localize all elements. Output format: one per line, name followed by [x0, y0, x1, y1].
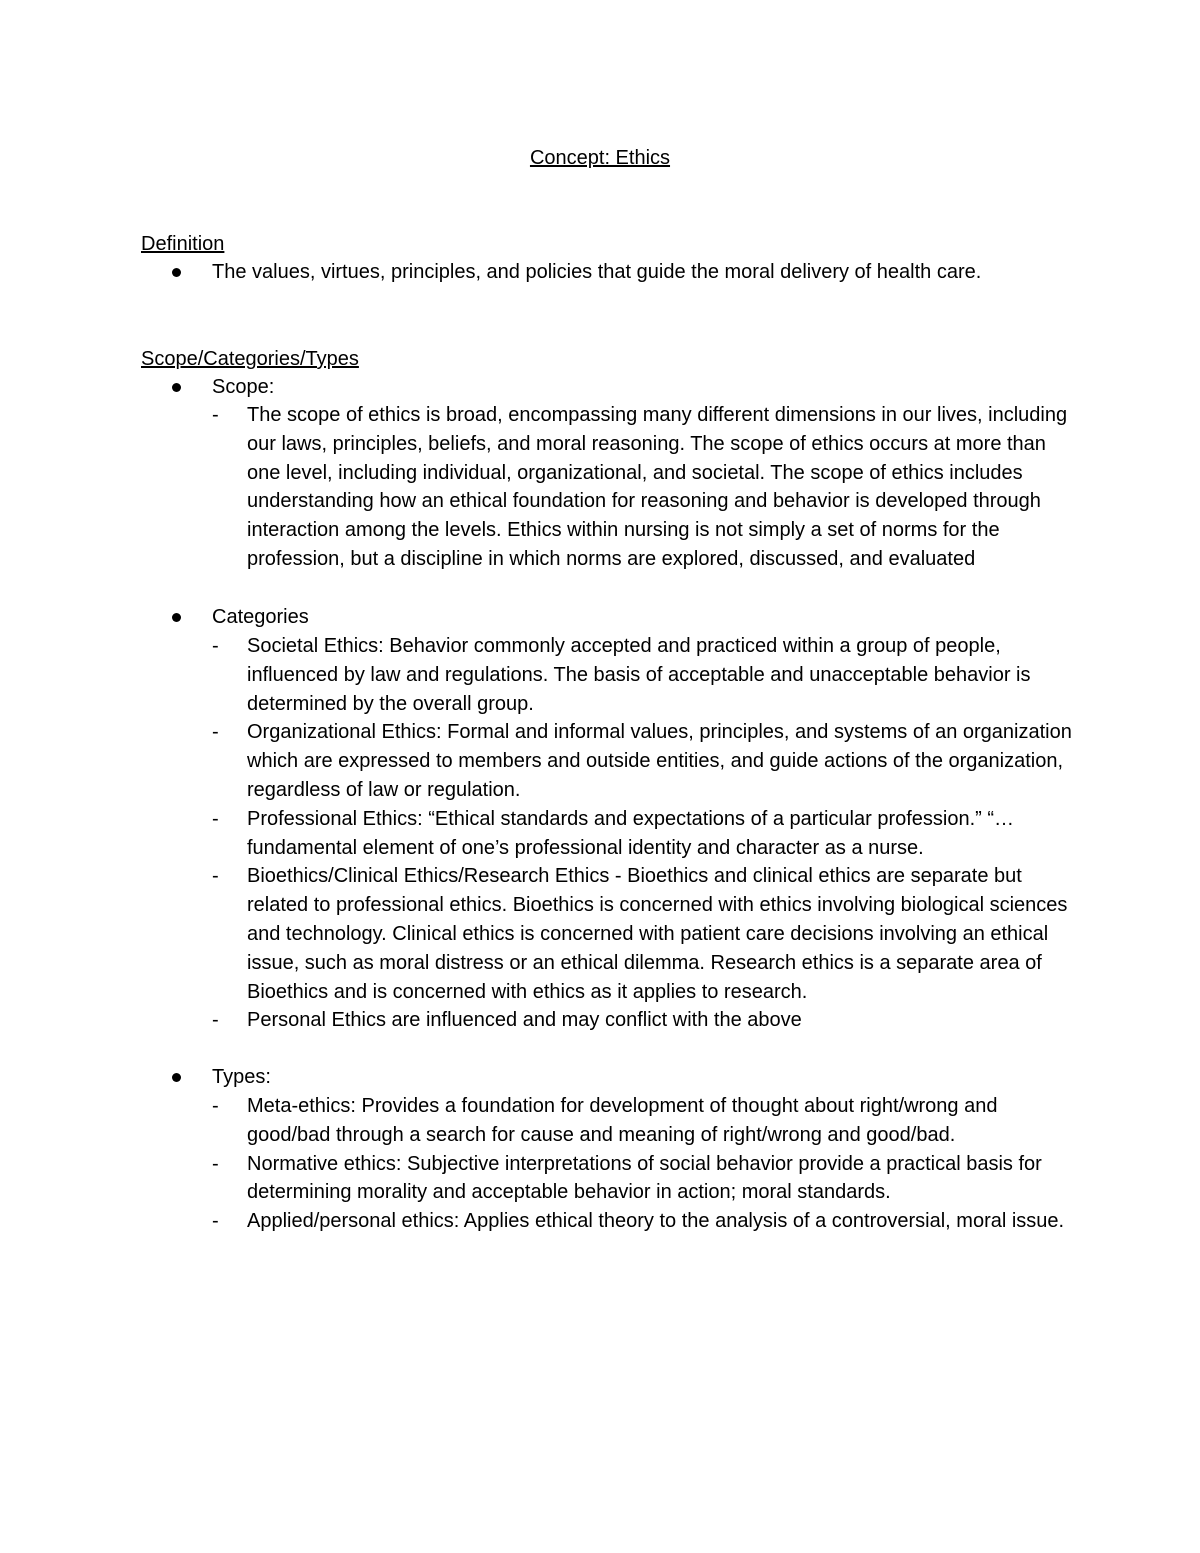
scope-item-text: The scope of ethics is broad, encompassing many different dimensions in our lives, including our laws, principles, beliefs, and moral reasoning. The scope of ethics occurs at more than one level, including individual, organizational, and societal. The scope of ethics includes understanding how an ethical foundation for reasoning and behavior is developed through interaction among the levels. Ethics within nursing is not simply a set of norms for the profession, but a discipline in which norms are explored, discussed, and evaluated — [247, 404, 1068, 570]
list-item — [212, 1150, 1072, 1208]
dash-marker: - — [212, 1152, 219, 1175]
dash-marker: - — [212, 635, 219, 657]
list-item — [212, 805, 1072, 863]
page-title: Concept: Ethics — [529, 147, 671, 169]
list-item — [212, 632, 1072, 718]
types-list — [212, 1092, 1072, 1236]
list-item — [212, 1092, 1072, 1150]
scope-label: Scope: — [212, 376, 275, 398]
dash-marker: - — [212, 1095, 219, 1117]
list-item — [212, 862, 1072, 1006]
list-item — [212, 401, 1072, 574]
dash-marker: - — [212, 807, 219, 830]
list-item — [212, 718, 1072, 804]
definition-text: The values, virtues, principles, and policies that guide the moral delivery of health care. — [212, 261, 982, 283]
type-item-text: Applied/personal ethics: Applies ethical theory to the analysis of a controversial, moral issue. — [247, 1210, 1065, 1233]
dash-marker: - — [212, 721, 219, 744]
scope-list — [212, 401, 1072, 574]
list-item — [212, 1006, 1072, 1035]
categories-list — [212, 632, 1072, 1035]
bullet-icon — [172, 268, 181, 277]
dash-marker: - — [212, 1009, 219, 1032]
dash-marker: - — [212, 404, 219, 426]
categories-label: Categories — [212, 606, 309, 628]
types-label: Types: — [212, 1066, 271, 1088]
dash-marker: - — [212, 865, 219, 888]
bullet-icon — [172, 1073, 181, 1082]
bullet-icon — [172, 613, 181, 622]
type-item-text: Meta-ethics: Provides a foundation for development of thought about right/wrong and good/bad through a search for cause and meaning of right/wrong and good/bad. — [247, 1095, 998, 1146]
type-item-text: Normative ethics: Subjective interpretations of social behavior provide a practical basis for determining morality and acceptable behavior in action; moral standards. — [247, 1152, 1042, 1204]
category-item-text: Professional Ethics: “Ethical standards and expectations of a particular profession.” “…fundamental element of one’s professional identity and character as a nurse. — [247, 807, 1015, 859]
definition-heading: Definition — [141, 233, 225, 255]
list-item — [212, 1207, 1072, 1236]
bullet-icon — [172, 383, 181, 392]
category-item-text: Societal Ethics: Behavior commonly accepted and practiced within a group of people, influenced by law and regulations. The basis of acceptable and unacceptable behavior is determined by the overall group. — [247, 635, 1031, 715]
category-item-text: Personal Ethics are influenced and may conflict with the above — [247, 1009, 802, 1032]
scope-categories-types-heading: Scope/Categories/Types — [141, 348, 359, 370]
category-item-text: Bioethics/Clinical Ethics/Research Ethics - Bioethics and clinical ethics are separate but related to professional ethics. Bioethics is concerned with ethics involving biological sciences and technology. Clinical ethics is concerned with patient care decisions involving an ethical issue, such as moral distress or an ethical dilemma. Research ethics is a separate area of Bioethics and is concerned with ethics as it applies to research. — [247, 865, 1068, 1003]
dash-marker: - — [212, 1210, 219, 1233]
category-item-text: Organizational Ethics: Formal and informal values, principles, and systems of an organization which are expressed to members and outside entities, and guide actions of the organization, regardless of law or regulation. — [247, 721, 1072, 801]
